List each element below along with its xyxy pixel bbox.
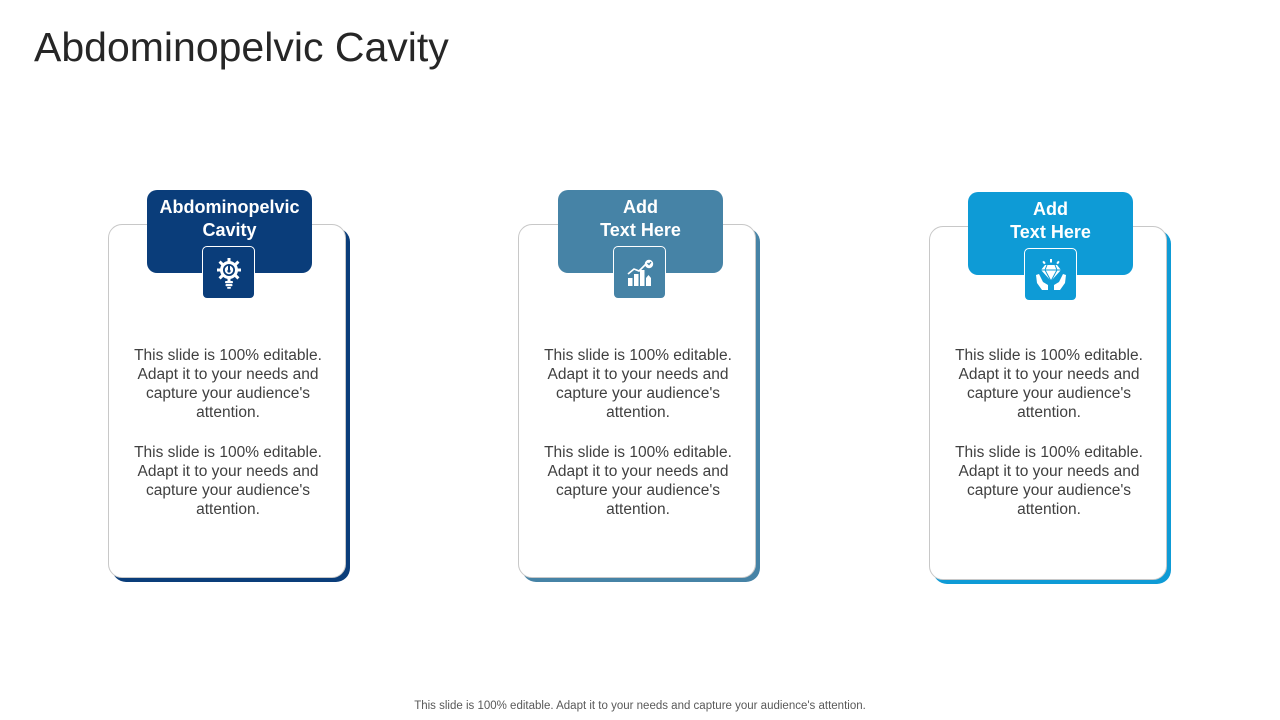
card-paragraph-1: This slide is 100% editable. Adapt it to your needs and capture your audience's attention. bbox=[134, 347, 322, 421]
footer-note: This slide is 100% editable. Adapt it to your needs and capture your audience's attention. bbox=[414, 700, 866, 712]
diamond-hands-icon bbox=[1034, 258, 1068, 292]
card-header: Abdominopelvic Cavity bbox=[147, 190, 312, 273]
gear-lightbulb-icon bbox=[212, 256, 246, 290]
card-header: Add Text Here bbox=[558, 190, 723, 273]
icon-badge bbox=[1024, 248, 1077, 301]
card-header: Add Text Here bbox=[968, 192, 1133, 275]
card-paragraph-2: This slide is 100% editable. Adapt it to your needs and capture your audience's attention. bbox=[134, 444, 322, 518]
icon-badge bbox=[613, 246, 666, 299]
card-paragraph-1: This slide is 100% editable. Adapt it to your needs and capture your audience's attention. bbox=[955, 347, 1143, 421]
card-paragraph-2: This slide is 100% editable. Adapt it to your needs and capture your audience's attention. bbox=[544, 444, 732, 518]
card-paragraph-1: This slide is 100% editable. Adapt it to your needs and capture your audience's attention. bbox=[544, 347, 732, 421]
slide-title: Abdominopelvic Cavity bbox=[34, 24, 449, 70]
card-paragraph-2: This slide is 100% editable. Adapt it to your needs and capture your audience's attention. bbox=[955, 444, 1143, 518]
icon-badge bbox=[202, 246, 255, 299]
growth-chart-icon bbox=[623, 256, 657, 290]
